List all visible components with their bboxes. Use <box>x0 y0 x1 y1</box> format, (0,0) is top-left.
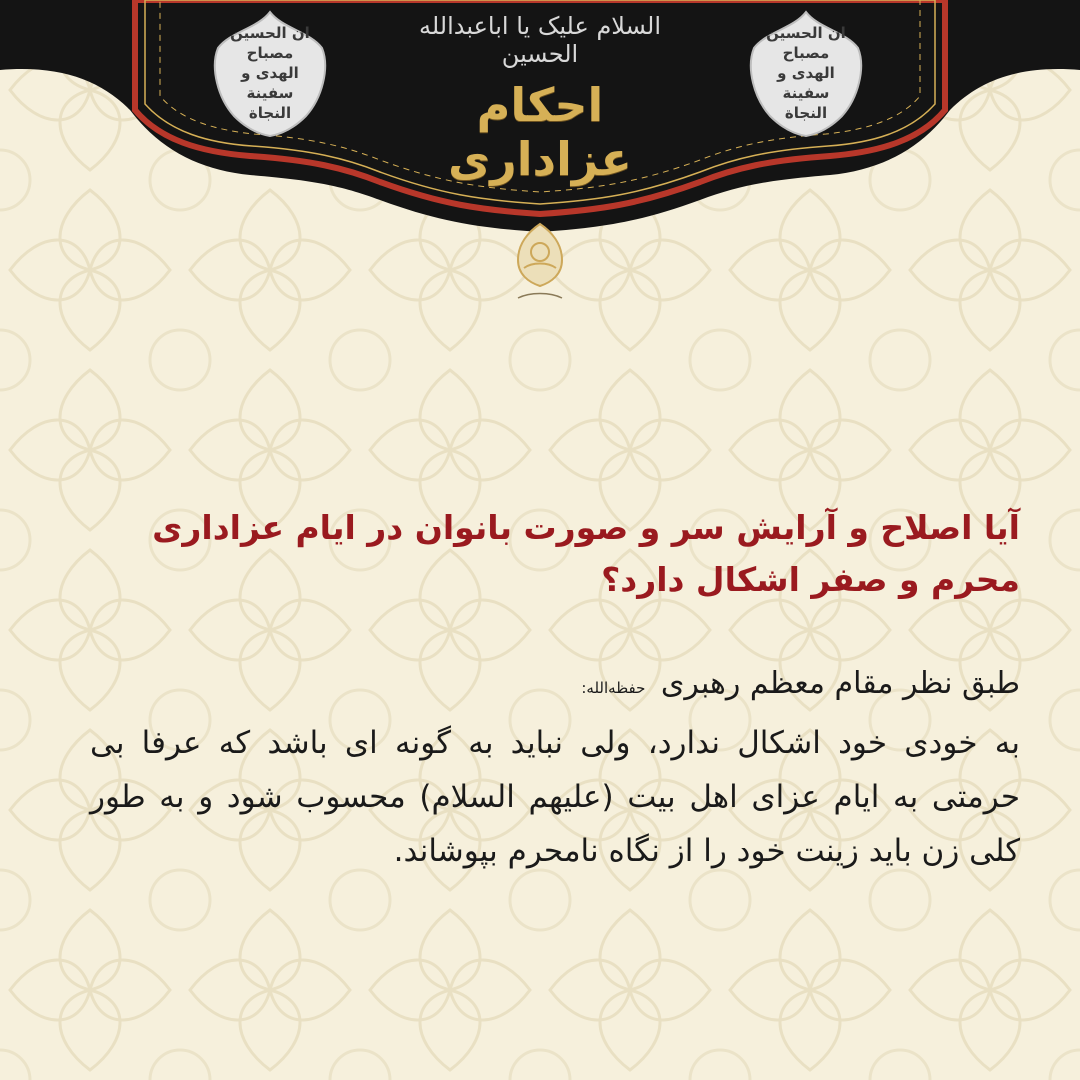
honorific-text: حفظه‌الله: <box>581 679 646 697</box>
ruling-intro-text: طبق نظر مقام معظم رهبری <box>660 666 1020 701</box>
banner-title: احکام عزاداری <box>448 78 632 186</box>
question-heading: آیا اصلاح و آرایش سر و صورت بانوان در ایام عزاداری محرم و صفر اشکال دارد؟ <box>152 508 1020 599</box>
ruling-answer: به خودی خود اشکال ندارد، ولی نباید به گونه ای باشد که عرفا بی حرمتی به ایام عزای اهل بیت (علیهم السلام) محسوب شود و به طور کلی زن باید زینت خود را از نگاه نامحرم بپوشاند. <box>90 725 1020 869</box>
medallion-right <box>746 8 866 138</box>
medallion-right-text: ان الحسین مصباح الهدی و سفینة النجاة <box>766 24 846 122</box>
emblem-logo-icon <box>508 222 572 308</box>
ruling-intro <box>90 662 1020 710</box>
medallion-left-text: ان الحسین مصباح الهدی و سفینة النجاة <box>230 24 310 122</box>
banner-salutation: السلام علیک یا اباعبدالله الحسین <box>418 12 662 68</box>
medallion-left <box>210 8 330 138</box>
